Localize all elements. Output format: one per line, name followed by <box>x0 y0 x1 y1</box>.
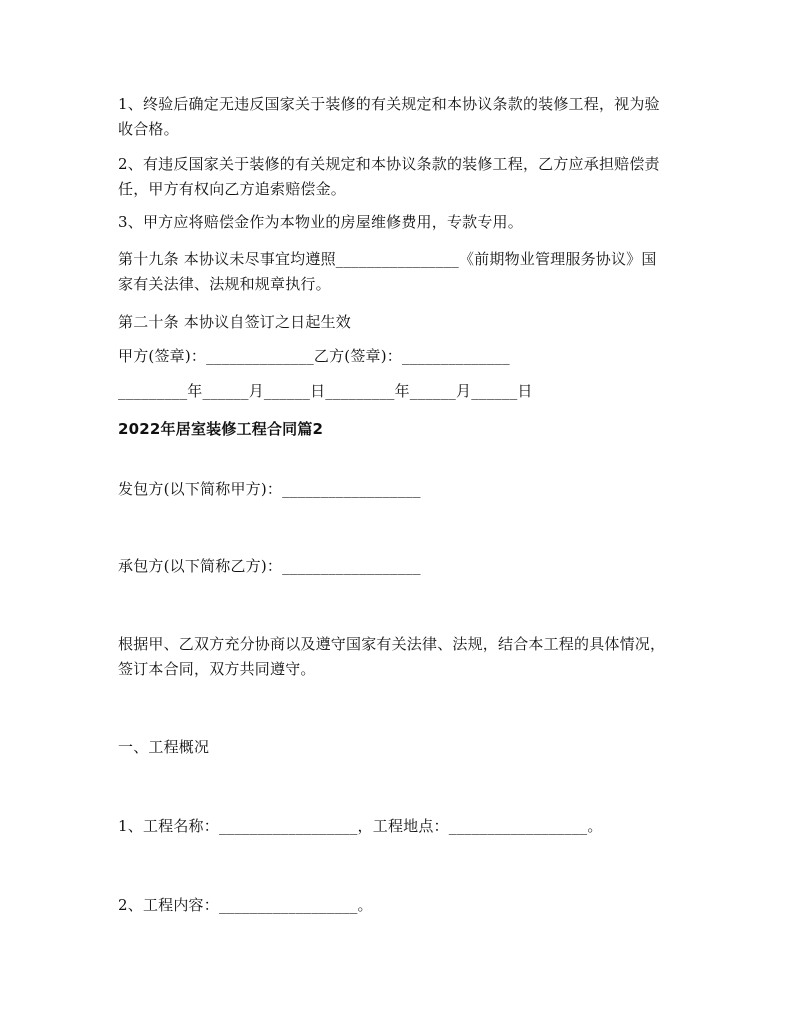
article-20-line: 第二十条 本协议自签订之日起生效 <box>118 313 351 331</box>
clause-1-line-1: 1、终验后确定无违反国家关于装修的有关规定和本协议条款的装修工程，视为验 <box>118 95 660 113</box>
signature-line: 甲方(签章)：______________乙方(签章)：______________ <box>118 347 510 365</box>
clause-2-line-2: 任，甲方有权向乙方追索赔偿金。 <box>118 180 347 198</box>
project-name-location-line: 1、工程名称：__________________，工程地点：__________________。 <box>118 817 603 835</box>
preamble-line-1: 根据甲、乙双方充分协商以及遵守国家有关法律、法规，结合本工程的具体情况， <box>118 635 666 653</box>
article-19-line-1: 第十九条 本协议未尽事宜均遵照________________《前期物业管理服务协议》国 <box>118 250 657 268</box>
date-line: _________年______月______日_________年______月______日 <box>118 382 533 400</box>
article-19-line-2: 家有关法律、法规和规章执行。 <box>118 275 331 293</box>
project-overview-heading: 一、工程概况 <box>118 738 210 756</box>
clause-3-line: 3、甲方应将赔偿金作为本物业的房屋维修费用，专款专用。 <box>118 213 523 231</box>
clause-2-line-1: 2、有违反国家关于装修的有关规定和本协议条款的装修工程，乙方应承担赔偿责 <box>118 155 660 173</box>
preamble-line-2: 签订本合同，双方共同遵守。 <box>118 660 316 678</box>
project-content-line: 2、工程内容：__________________。 <box>118 896 373 914</box>
party-a-line: 发包方(以下简称甲方)：__________________ <box>118 480 421 498</box>
clause-1-line-2: 收合格。 <box>118 120 179 138</box>
section-heading: 2022年居室装修工程合同篇2 <box>118 420 324 438</box>
party-b-line: 承包方(以下简称乙方)：__________________ <box>118 557 421 575</box>
